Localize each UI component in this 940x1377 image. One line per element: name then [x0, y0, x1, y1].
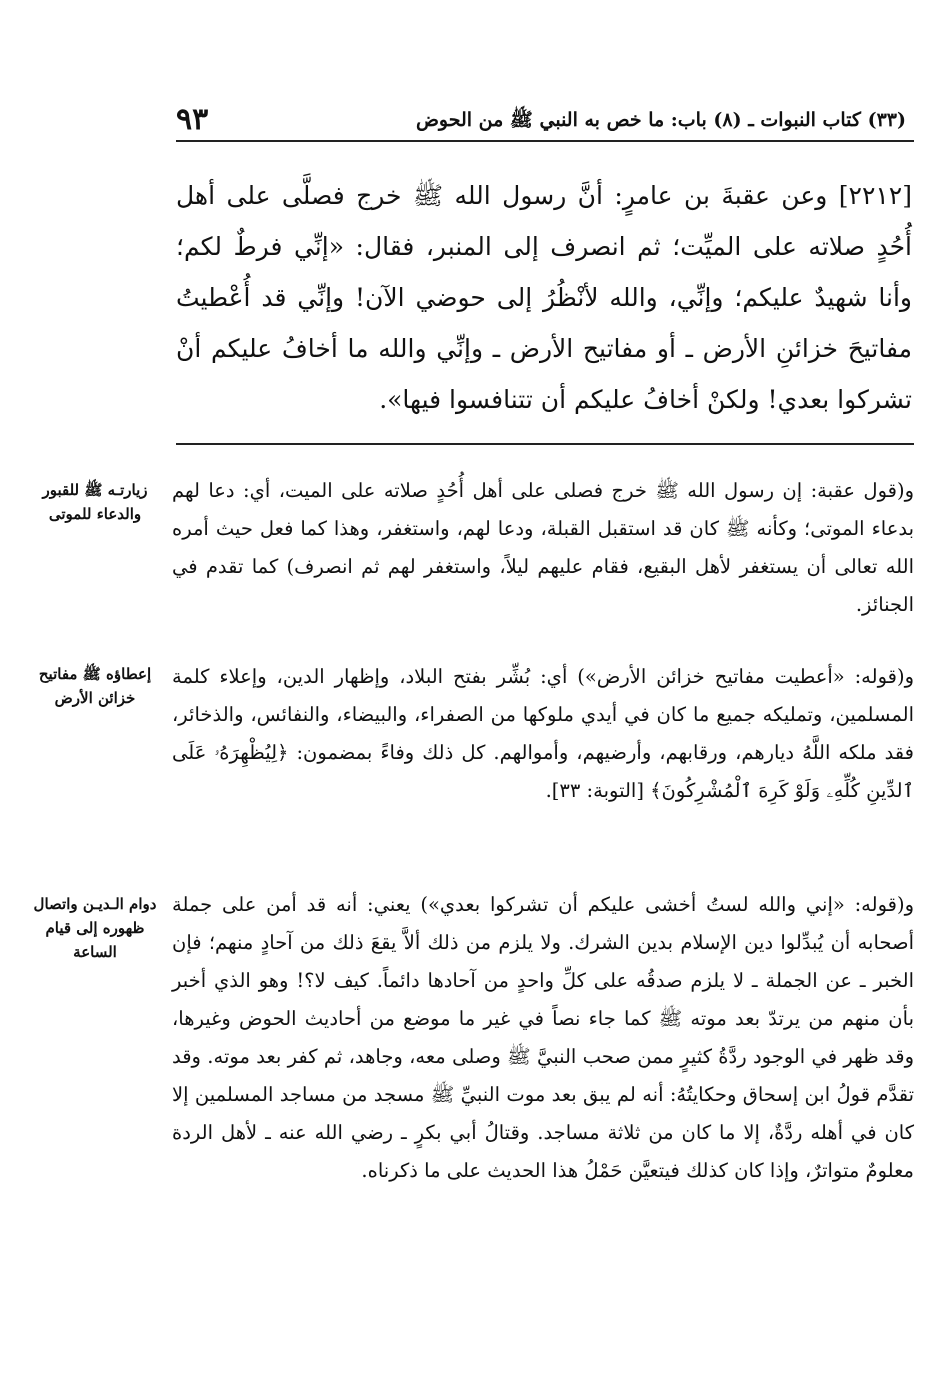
margin-note-2: إعطاؤه ﷺ مفاتيح خزائن الأرض: [38, 665, 152, 707]
hadith-body: وعن عقبةَ بن عامرٍ: أنَّ رسول الله ﷺ خرج فصلَّى على أهل أُحُدٍ صلاته على الميِّت؛ ثم انصرف إلى المنبر، فقال: «إنِّي فرطٌ لكم؛ وأنا شهيدٌ عليكم؛ وإنِّي، والله لأنْظُرُ إلى حوضي الآن! وإنِّي قد أُعْطيتُ مفاتيحَ خزائنِ الأرض ـ أو مفاتيح الأرض ـ وإنِّي والله ما أخافُ عليكم أنْ تشركوا بعدي! ولكنْ أخافُ عليكم أن تتنافسوا فيها».: [176, 181, 912, 414]
header-title: (٣٣) كتاب النبوات ـ (٨) باب: ما خص به النبي ﷺ من الحوض: [415, 109, 906, 131]
running-header: [176, 96, 914, 142]
page-number: ٩٣: [176, 102, 209, 137]
header-rule: [176, 140, 914, 142]
commentary-paragraph-3: و(قوله: «إني والله لستُ أخشى عليكم أن تشركوا بعدي») يعني: أنه قد أمن على جملة أصحابه أن يُبدِّلوا دين الإسلام بدين الشرك. ولا يلزم من ذلك ألاَّ يقعَ ذلك من آحادٍ منهم؛ فإن الخبر ـ عن الجملة ـ لا يلزم صدقُه على كلِّ واحدٍ من آحادها دائماً. كيف لا؟! وهو الذي أخبر بأن منهم من يرتدّ بعد موته ﷺ كما جاء نصاً في غير ما موضع من أحاديث الحوض وغيرها، وقد ظهر في الوجود ردَّةُ كثيرٍ ممن صحب النبيَّ ﷺ وصلى معه، وجاهد، ثم كفر بعد موته. وقد تقدَّم قولُ ابن إسحاق وحكايتُهُ: أنه لم يبق بعد موت النبيِّ ﷺ مسجد من مساجد المسلمين إلا كان في أهله ردَّةٌ، إلا ما كان من ثلاثة مساجد. وقتالُ أبي بكرٍ ـ رضي الله عنه ـ لأهل الردة معلومٌ متواترٌ، وإذا كان كذلك فيتعيَّن حَمْلُ هذا الحديث على ما ذكرناه.: [172, 893, 914, 1182]
hadith-text: [176, 170, 912, 425]
separator-rule: [176, 443, 914, 445]
margin-note-1: زيارتـه ﷺ للقبور والدعاء للموتى: [42, 481, 148, 523]
commentary-paragraph-2: و(قوله: «أعطيت مفاتيح خزائن الأرض») أي: بُشِّر بفتح البلاد، وإظهار الدين، وإعلاء كلمة المسلمين، وتمليكه جميع ما كان في أيدي ملوكها من الصفراء، والبيضاء، والنفائس، والذخائر، فقد ملكه اللَّهُ ديارهم، ورقابهم، وأرضيهم، وأموالهم. كل ذلك وفاءً بمضمون: ﴿لِيُظْهِرَهُۥ عَلَى ٱلدِّينِ كُلِّهِۦ وَلَوْ كَرِهَ ٱلْمُشْرِكُونَ﴾ [التوبة: ٣٣].: [172, 665, 914, 802]
commentary-paragraph-1: و(قول عقبة: إن رسول الله ﷺ خرج فصلى على أهل أُحُدٍ صلاته على الميت، أي: دعا لهم بدعاء الموتى؛ وكأنه ﷺ كان قد استقبل القبلة، ودعا لهم، واستغفر، وهذا كما فعل حيث أمره الله تعالى أن يستغفر لأهل البقيع، فقام عليهم ليلاً، واستغفر لهم ثم انصرف) كما تقدم في الجنائز.: [172, 479, 914, 616]
margin-note-3: دوام الـديـن واتصال ظهوره إلى قيام الساعة: [33, 895, 157, 961]
hadith-number: [٢٢١٢]: [838, 181, 912, 210]
